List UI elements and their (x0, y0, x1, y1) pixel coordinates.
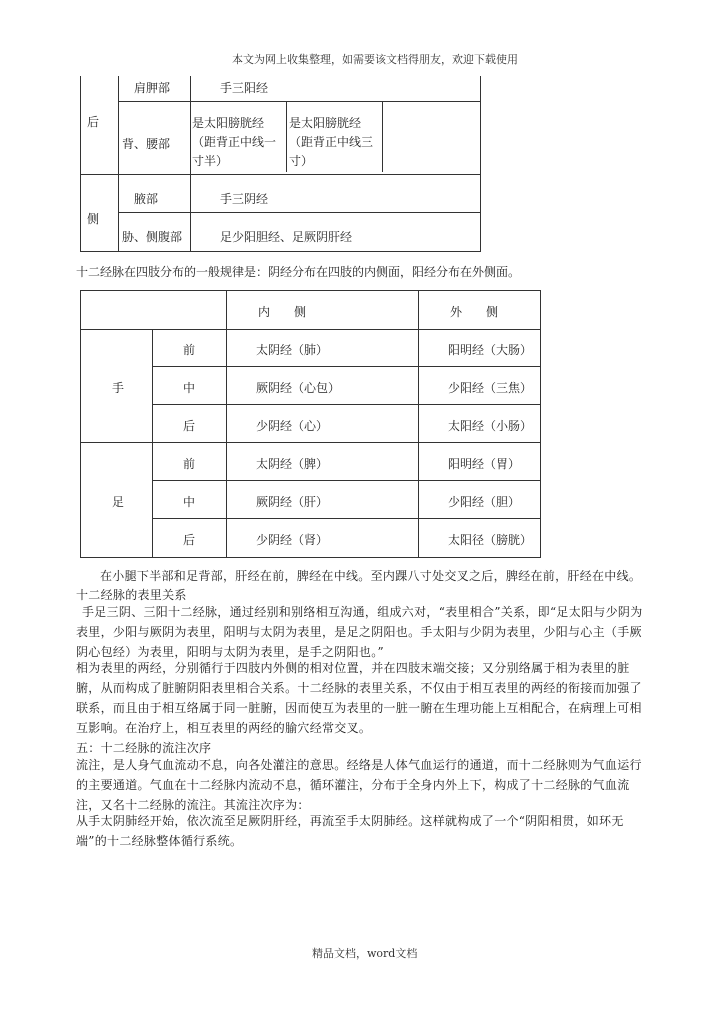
paragraph: 手足三阴、三阳十二经脉，通过经别和别络相互沟通，组成六对，“表里相合”关系，即“足太阳与少阴为表里，少阳与厥阴为表里，阳明与太阴为表里，是足之阴阳也。手太阳与少阴为表里，少阳与心主（手厥阴心包经）为表里，阳明与太阴为表里，是手之阴阳也。” (76, 605, 643, 659)
paragraph: 相为表里的两经，分别循行于四肢内外侧的相对位置，并在四肢末端交接；又分别络属于相为表里的脏腑，从而构成了脏腑阴阳表里相合关系。十二经脉的表里关系，不仅由于相互表里的两经的衔接而加强了联系，而且由于相互络属于同一脏腑，因而使互为表里的一脏一腑在生理功能上互相配合，在病理上可相互影响。在治疗上，相互表里的两经的腧穴经常交叉。 (76, 661, 642, 735)
header-inner: 内 侧 (258, 305, 307, 319)
pos-label: 前 (183, 343, 196, 357)
meridian-cell: 是太阳膀胱经 (192, 116, 265, 130)
group-side-label: 侧 (87, 212, 100, 226)
pos-label: 中 (183, 495, 196, 509)
outer-cell: 太阳经（小肠） (448, 419, 533, 433)
outer-cell: 少阳经（胆） (448, 495, 521, 509)
limb-label: 手 (112, 381, 125, 395)
paragraph: 流注，是人身气血流动不息，向各处灌注的意思。经络是人体气血运行的通道，而十二经脉则为气血运行的主要通道。气血在十二经脉内流动不息，循环灌注，分布于全身内外上下，构成了十二经脉的气血流注，又名十二经脉的流注。其流注次序为： (76, 758, 642, 812)
meridian-cell: 足少阳胆经、足厥阴肝经 (220, 230, 353, 244)
meridian-cell: 寸半） (192, 154, 229, 168)
section-heading: 五：十二经脉的流注次序 (76, 741, 212, 755)
page-footer: 精品文档，word文档 (312, 947, 418, 960)
inner-cell: 厥阴经（肝） (256, 495, 329, 509)
page-header: 本文为网上收集整理，如需要该文档得朋友，欢迎下载使用 (232, 53, 518, 66)
part-label: 背、腰部 (122, 137, 171, 151)
outer-cell: 太阳径（膀胱） (448, 533, 533, 547)
meridian-cell: 手三阴经 (220, 192, 269, 206)
pos-label: 后 (183, 533, 196, 547)
limb-label: 足 (112, 495, 125, 509)
meridian-cell: 是太阳膀胱经 (289, 116, 362, 130)
meridian-cell: 手三阳经 (220, 81, 269, 95)
paragraph: 在小腿下半部和足背部，肝经在前，脾经在中线。至内踝八寸处交叉之后，脾经在前，肝经在中线。 (100, 569, 642, 583)
outer-cell: 少阳经（三焦） (448, 381, 533, 395)
outer-cell: 阳明经（胃） (448, 457, 521, 471)
header-outer: 外 侧 (450, 305, 499, 319)
meridian-cell: （距背正中线三 (289, 135, 374, 149)
pos-label: 中 (183, 381, 196, 395)
part-label: 胁、侧腹部 (122, 230, 183, 244)
inner-cell: 厥阴经（心包） (256, 381, 341, 395)
outer-cell: 阳明经（大肠） (448, 343, 533, 357)
inner-cell: 少阴经（心） (256, 419, 329, 433)
inner-cell: 太阴经（脾） (256, 457, 329, 471)
part-label: 腋部 (134, 192, 159, 206)
inner-cell: 少阴经（肾） (256, 533, 329, 547)
meridian-cell: （距背正中线一 (192, 135, 277, 149)
section-heading: 十二经脉的表里关系 (76, 588, 187, 602)
pos-label: 前 (183, 457, 196, 471)
inner-cell: 太阴经（肺） (256, 343, 329, 357)
pos-label: 后 (183, 419, 196, 433)
intro-line: 十二经脉在四肢分布的一般规律是：阴经分布在四肢的内侧面，阳经分布在外侧面。 (76, 265, 521, 279)
meridian-cell: 寸） (289, 154, 314, 168)
paragraph: 从手太阴肺经开始，依次流至足厥阴肝经，再流至手太阴肺经。这样就构成了一个“阴阳相贯，如环无端”的十二经脉整体循行系统。 (76, 814, 624, 848)
part-label: 肩胛部 (134, 81, 171, 95)
group-back-label: 后 (87, 115, 100, 129)
